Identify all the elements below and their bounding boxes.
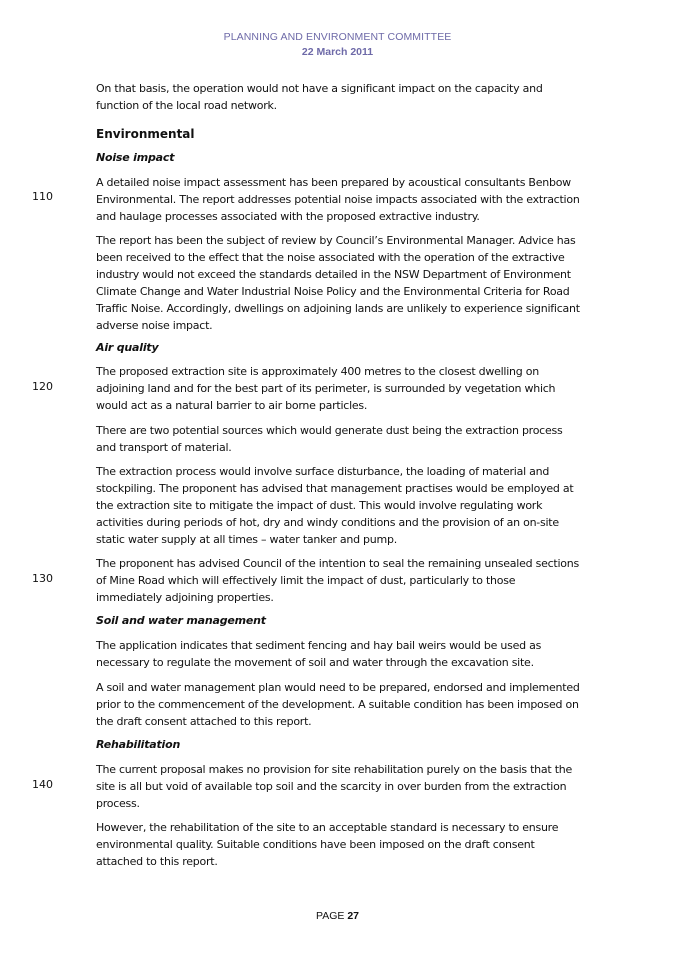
- paragraph-noise-2: The report has been the subject of review by Council’s Environmental Manager. Advice has been received to the effect that the noise associated with the operation of the extractive industry would not exceed the standards detailed in the NSW Department of Environment Climate Change and Water Industrial Noise Policy and the Environmental Criteria for Road Traffic Noise. Accordingly, dwellings on adjoining lands are unlikely to experience significant adverse noise impact.: [96, 234, 580, 332]
- subheading-noise-impact: Noise impact: [96, 151, 175, 164]
- line-number-110: 110: [32, 190, 53, 203]
- line-number-120: 120: [32, 380, 53, 393]
- paragraph-soil-2: A soil and water management plan would need to be prepared, endorsed and implemented prior to the commencement of the development. A suitable condition has been imposed on the draft consent attached to this report.: [96, 681, 580, 728]
- header-committee: PLANNING AND ENVIRONMENT COMMITTEE: [223, 31, 452, 43]
- page-label: PAGE: [315, 910, 345, 922]
- subheading-rehabilitation: Rehabilitation: [96, 738, 181, 751]
- paragraph-air-2: There are two potential sources which would generate dust being the extraction process and transport of material.: [96, 424, 563, 454]
- paragraph-rehab-2: However, the rehabilitation of the site to an acceptable standard is necessary to ensure environmental quality. Suitable conditions have been imposed on the draft consent attached to this report.: [96, 821, 559, 868]
- page-number: 27: [347, 910, 359, 922]
- paragraph-air-1: The proposed extraction site is approximately 400 metres to the closest dwelling on adjoining land and for the best part of its perimeter, is surrounded by vegetation which would act as a natural barrier to air borne particles.: [96, 365, 556, 412]
- subheading-air-quality: Air quality: [96, 341, 159, 354]
- page-footer: [0, 910, 675, 922]
- paragraph-air-4: The proponent has advised Council of the intention to seal the remaining unsealed sections of Mine Road which will effectively limit the impact of dust, particularly to those immediately adjoining properties.: [96, 557, 579, 604]
- paragraph-air-3: The extraction process would involve surface disturbance, the loading of material and stockpiling. The proponent has advised that management practises would be employed at the extraction site to mitigate the impact of dust. This would involve regulating work activities during periods of hot, dry and windy conditions and the provision of an on-site static water supply at all times – water tanker and pump.: [96, 465, 574, 546]
- section-heading-environmental: Environmental: [96, 127, 195, 141]
- paragraph-intro: On that basis, the operation would not have a significant impact on the capacity and function of the local road network.: [96, 82, 543, 112]
- paragraph-rehab-1: The current proposal makes no provision for site rehabilitation purely on the basis that the site is all but void of available top soil and the scarcity in over burden from the extraction process.: [96, 763, 572, 810]
- line-number-140: 140: [32, 778, 53, 791]
- subheading-soil-water: Soil and water management: [96, 614, 266, 627]
- header-date: 22 March 2011: [301, 46, 374, 58]
- paragraph-soil-1: The application indicates that sediment fencing and hay bail weirs would be used as necessary to regulate the movement of soil and water through the excavation site.: [96, 639, 542, 669]
- paragraph-noise-1: A detailed noise impact assessment has been prepared by acoustical consultants Benbow Environmental. The report addresses potential noise impacts associated with the extraction and haulage processes associated with the proposed extractive industry.: [96, 176, 580, 223]
- line-number-130: 130: [32, 572, 53, 585]
